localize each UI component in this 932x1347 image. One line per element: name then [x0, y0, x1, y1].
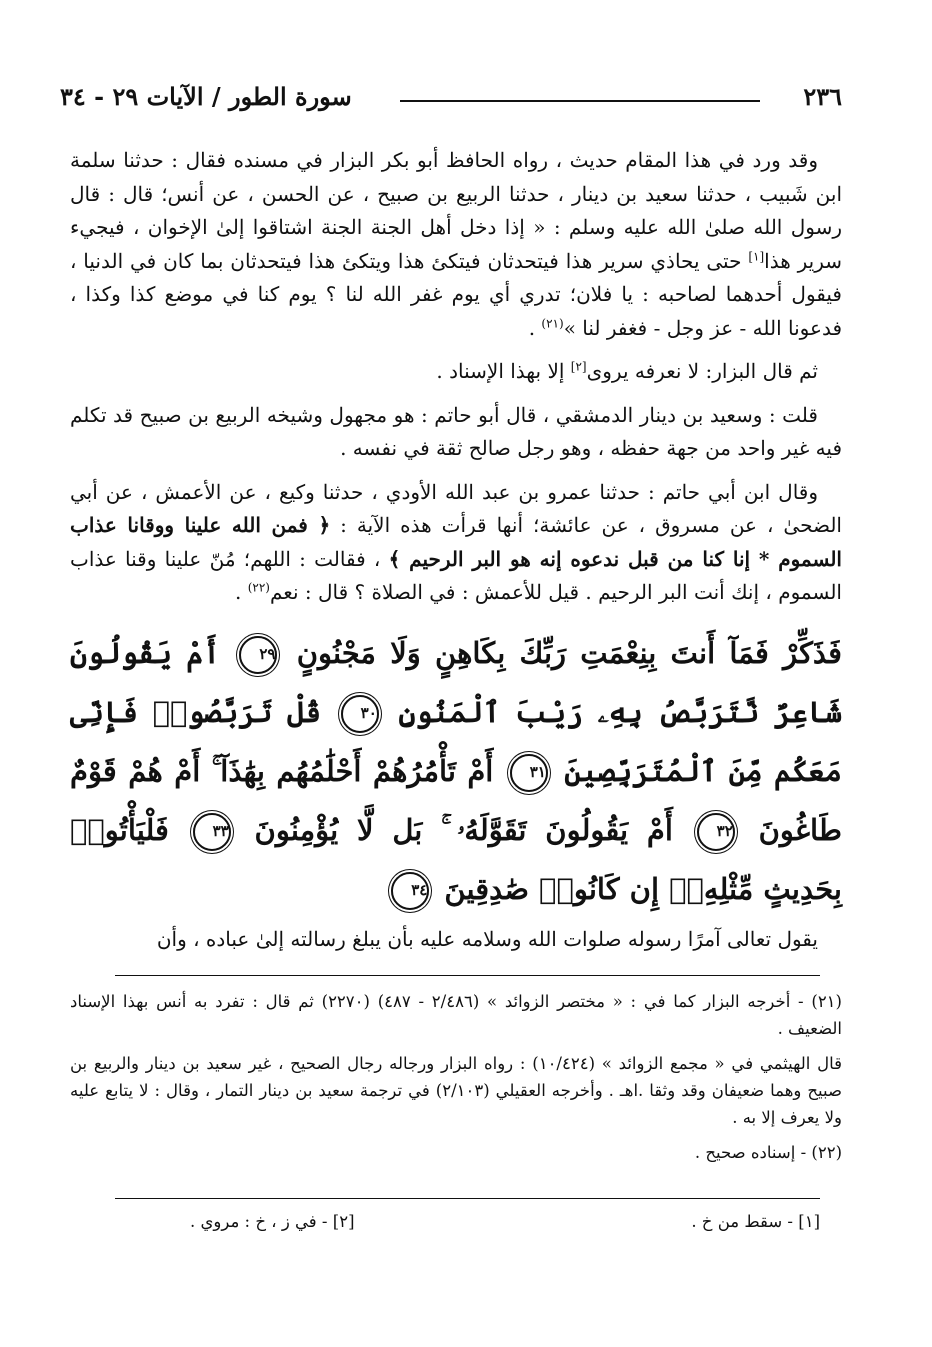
footnote-22: (٢٢) - إسناده صحيح . [694, 1143, 842, 1162]
verse-number-marker: ٣٤ [391, 872, 429, 910]
paragraph-text: يقول تعالى آمرًا رسوله صلوات الله وسلامه عليه بأن يبلغ رسالته إلىٰ عباده ، وأن [156, 926, 818, 951]
verse-text: فَذَكِّرْ فَمَآ أَنتَ بِنِعْمَتِ رَبِّكَ بِكَاهِنٍ وَلَا مَجْنُونٍ [296, 635, 842, 670]
header-rule [400, 100, 760, 102]
verse-number-marker: ٢٩ [239, 636, 277, 674]
footnote-separator [115, 975, 820, 976]
paragraph-text: إلا بهذا الإسناد . [436, 359, 571, 383]
main-text [70, 144, 842, 966]
running-title: سورة الطور / الآيات ٢٩ - ٣٤ [60, 82, 352, 111]
paragraph-aisha [70, 476, 842, 610]
paragraph-hadith [70, 144, 842, 345]
verse-number-marker: ٣٠ [341, 695, 379, 733]
variant-ref: [١] [748, 248, 765, 263]
paragraph-text: وقد ورد في هذا المقام حديث ، رواه الحافظ أبو بكر البزار في مسنده فقال : حدثنا سلمة ابن شَبيب ، حدثنا سعيد بن دينار ، حدثنا الربيع بن صبيح ، عن الحسن ، عن أنس؛ قال : قال رسول الله صلىٰ الله عليه وسلم : « إذا دخل أهل الجنة الجنة اشتاقوا إلىٰ الإخوان ، فيجيء سرير هذا [70, 148, 842, 273]
footnote-ref: (٢١) [541, 315, 564, 330]
verse-text: أَمْ يَقُولُونَ شَاعِرٌ نَّتَرَبَّصُ بِهِۦ رَيْبَ ٱلْمَنُونِ [70, 635, 842, 729]
paragraph-text: قلت : وسعيد بن دينار الدمشقي ، قال أبو حاتم : هو مجهول وشيخه الربيع بن صبيح قد تكلم فيه غير واحد من جهة حفظه ، وهو رجل صالح ثقة في نفسه . [70, 402, 842, 460]
paragraph-text: ثم قال البزار: لا نعرفه يروى [586, 359, 818, 383]
paragraph-end: . [235, 580, 248, 604]
verse-text: فَلْيَأْتُوا۟ بِحَدِيثٍ مِّثْلِهِۦٓ إِن كَانُوا۟ صَٰدِقِينَ [70, 812, 842, 906]
variant-note-2: [٢] - في ز ، خ : مروي . [190, 1212, 355, 1231]
footnote-ref: (٢٢) [247, 580, 270, 595]
paragraph-text: حتى يحاذي سرير هذا فيتحدثان فيتكئ هذا ويتكئ هذا فيتحدثان بما كان في الدنيا ، فيقول أحدهما لصاحبه : يا فلان؛ تدري أي يوم غفر الله لنا ؟ يوم كنا في موضع كذا وكذا ، فدعونا الله - عز وجل - فغفر لنا » [70, 248, 842, 340]
variant-note-1: [١] - سقط من خ . [691, 1212, 820, 1231]
page-header [60, 82, 842, 122]
verse-number-marker: ٣٢ [697, 813, 735, 851]
paragraph-comment [70, 399, 842, 466]
paragraph-text: وقال ابن أبي حاتم : حدثنا عمرو بن عبد الله الأودي ، حدثنا وكيع ، عن الأعمش ، عن أبي الضحىٰ ، عن مسروق ، عن عائشة؛ أنها قرأت هذه الآية : [70, 479, 842, 537]
quran-quote: ﴿ فمن الله علينا ووقانا عذاب السموم * إنا كنا من قبل ندعوه إنه هو البر الرحيم ﴾ [70, 513, 842, 571]
manuscript-variants [190, 1212, 820, 1242]
verse-number-marker: ٣٣ [193, 813, 231, 851]
quran-verses [70, 624, 842, 919]
footnote-21-continued: قال الهيثمي في « مجمع الزوائد » (١٠/٤٢٤) : رواه البزار ورجاله رجال الصحيح ، غير سعيد بن دينار والربيع بن صبيح وهما ضعيفان وقد وثقا .اهـ . وأخرجه العقيلي (٢/١٠٣) في ترجمة سعيد بن دينار التمار ، وقال : لا يتابع عليه ولا يعرف إلا به . [70, 1054, 843, 1127]
footnotes [70, 988, 842, 1174]
paragraph-text: ، فقالت : اللهم؛ مُنّ علينا وقنا عذاب السموم ، إنك أنت البر الرحيم . قيل للأعمش : في الصلاة ؟ قال : نعم [70, 546, 842, 604]
verse-text: أَمْ تَأْمُرُهُمْ أَحْلَٰمُهُم بِهَٰذَآ ۚ أَمْ هُمْ قَوْمٌ طَاغُونَ [70, 753, 842, 847]
verse-number-marker: ٣١ [510, 754, 548, 792]
variant-ref: [٢] [570, 359, 587, 374]
page-number: ٢٣٦ [803, 82, 842, 111]
paragraph-tafsir [70, 923, 842, 957]
verse-text: قُلْ تَرَبَّصُوا۟ فَإِنِّى مَعَكُم مِّنَ ٱلْمُتَرَبِّصِينَ [70, 694, 842, 788]
paragraph-end: . [528, 315, 542, 340]
verse-text: أَمْ يَقُولُونَ تَقَوَّلَهُۥ ۚ بَل لَّا يُؤْمِنُونَ [254, 812, 673, 847]
paragraph-bazzar [70, 355, 842, 389]
variants-separator [115, 1198, 820, 1199]
footnote-21: (٢١) - أخرجه البزار كما في : « مختصر الزوائد » (٢/٤٨٦ - ٤٨٧) (٢٢٧٠) ثم قال : تفرد به أنس بهذا الإسناد الضعيف . [70, 992, 842, 1038]
